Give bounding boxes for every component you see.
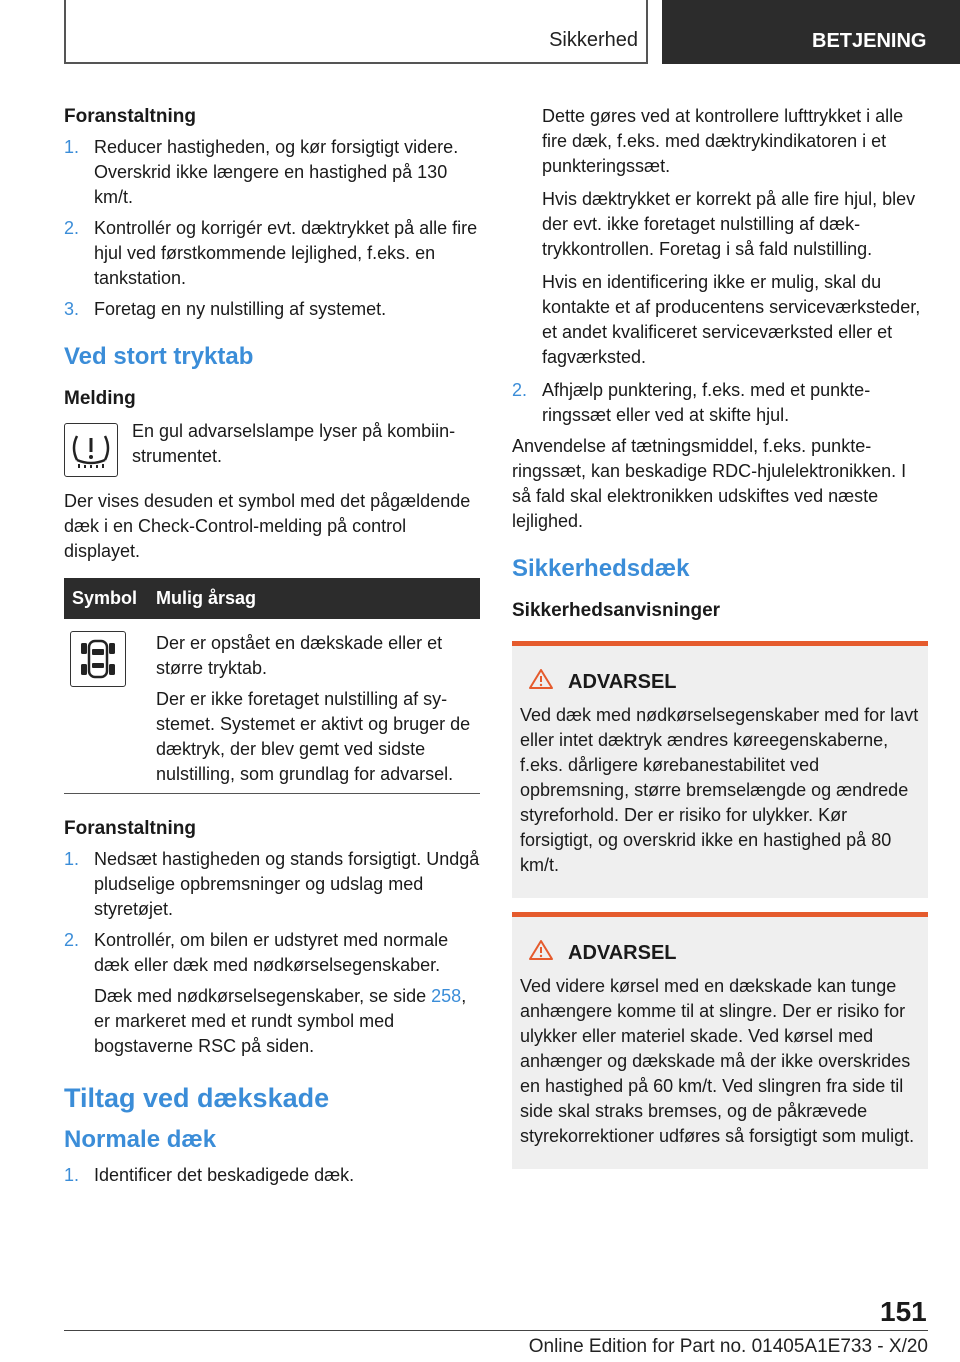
sub-text-before: Dæk med nødkørselsegenskaber, se side: [94, 986, 432, 1006]
footer-divider: [64, 1330, 928, 1331]
table-cell-symbol: [64, 619, 148, 794]
step-number: 1.: [64, 849, 80, 869]
step-number: 2.: [512, 380, 528, 400]
chapter-tab: BETJENING: [662, 0, 960, 64]
car-tire-damage-icon: [70, 631, 126, 687]
step-subparagraph: [94, 984, 480, 1059]
extra-text: Der vises desuden et symbol med det pågældende dæk i en Check-Control-melding på control displayet.: [64, 491, 471, 561]
header-section-box: [64, 0, 648, 64]
message-title: Melding: [64, 388, 136, 409]
message-text: En gul advarselslampe lyser på kombiinstrumentet.: [132, 421, 456, 466]
warning-triangle-icon: [528, 668, 554, 697]
measures-title-2: Foranstaltning: [64, 818, 196, 839]
heading-tire-damage: Tiltag ved dækskade: [64, 1083, 330, 1113]
symbol-table: [64, 578, 480, 794]
steps-list-right: [512, 378, 928, 428]
message-row: [64, 419, 480, 477]
step-text: Foretag en ny nulstilling af systemet.: [94, 299, 387, 319]
sub-text-after: , er markeret med et rundt symbol med bogstaverne RSC på siden.: [94, 986, 467, 1056]
list-item: [64, 216, 480, 291]
step-text: Identificer det beskadigede dæk.: [94, 1165, 355, 1185]
cause-text-1: Der er opstået en dækskade eller et større tryktab.: [156, 633, 443, 678]
warning-box-1: [512, 641, 928, 898]
heading-normal-tires: Normale dæk: [64, 1126, 217, 1153]
list-item: [64, 297, 480, 322]
page-link-258[interactable]: 258: [431, 986, 462, 1006]
list-item: [64, 847, 480, 922]
section-title: Sikkerhed: [549, 29, 638, 51]
heading-safety-tires: Sikkerhedsdæk: [512, 555, 690, 582]
steps-list-3: [64, 1163, 480, 1188]
continued-text-1: Dette gøres ved at kontrollere lufttrykket i alle fire dæk, f.eks. med dæktrykindikatoren i et punkteringssæt.: [542, 106, 904, 176]
step-text: Reducer hastigheden, og kør forsigtigt videre. Overskrid ikke længere en hastighed på 130 km/t.: [94, 137, 459, 207]
table-header-cause: Mulig årsag: [148, 578, 480, 619]
right-column: [512, 104, 928, 1183]
left-column: [64, 104, 480, 1194]
continued-step-1: [512, 104, 928, 370]
heading-large-pressure-loss: Ved stort tryktab: [64, 343, 254, 370]
warning-triangle-icon: [528, 939, 554, 968]
step-text: Afhjælp punktering, f.eks. med et punkteringssæt eller ved at skifte hjul.: [542, 380, 871, 425]
footer-edition: Online Edition for Part no. 01405A1E733 - X/20: [528, 1336, 928, 1357]
list-item: [64, 928, 480, 1059]
steps-list-2: [64, 847, 480, 1059]
list-item: [64, 1163, 480, 1188]
safety-notes-title: Sikkerhedsanvisninger: [512, 600, 721, 621]
page-number: 151: [880, 1296, 927, 1327]
cause-text-2: Der er ikke foretaget nulstilling af systemet. Systemet er aktivt og bruger de dæktryk, der blev gemt ved sidste nulstilling, som grundlag for advarsel.: [156, 689, 471, 784]
table-header-symbol: Symbol: [64, 578, 148, 619]
measures-title: Foranstaltning: [64, 106, 196, 127]
warning-box-2: [512, 912, 928, 1169]
step-number: 1.: [64, 137, 80, 157]
warning-title-1: [528, 668, 920, 697]
warning-label: ADVARSEL: [568, 671, 677, 693]
warning-text-1: Ved dæk med nødkørselsegenskaber med for lavt eller intet dæktryk ændres køreegenskaberne, f.eks. dårligere kørebanestabilitet ved opbremsning, større bremselængde og ændrede styreforhold. Der er risiko for ulykker. Kør forsigtigt, og overskrid ikke en hastighed på 80 km/t.: [520, 705, 919, 875]
step-number: 1.: [64, 1165, 80, 1185]
list-item: [64, 135, 480, 210]
list-item: [512, 378, 928, 428]
table-header-row: [64, 578, 480, 619]
tire-pressure-warning-icon: [64, 423, 118, 477]
warning-text-2: Ved videre kørsel med en dækskade kan tunge anhængere komme til at slingre. Der er risiko for ulykker eller materiel skade. Ved kørsel med anhænger og dækskade må der ikke overskrides en hastighed på 60 km/t. Ved slingren fra side til side skal straks bremses, og de påkrævede styrekorrektioner udføres så forsigtigt som muligt.: [520, 976, 915, 1146]
step-text: Nedsæt hastigheden og stands forsigtigt. Undgå pludselige opbremsninger og udslag med styretøjet.: [94, 849, 480, 919]
warning-title-2: [528, 939, 920, 968]
table-row: [64, 619, 480, 794]
continued-text-3: Hvis en identificering ikke er mulig, skal du kontakte et af producentens serviceværksteder, et andet kvalificeret serviceværksted eller et fagværksted.: [542, 272, 921, 367]
sealant-text: Anvendelse af tætningsmiddel, f.eks. punkteringssæt, kan beskadige RDC-hjulelektronikken. I så fald skal elektronikken udskiftes ved næste lejlighed.: [512, 436, 907, 531]
continued-text-2: Hvis dæktrykket er korrekt på alle fire hjul, blev der evt. ikke foretaget nulstilling af dæktrykkontrollen. Foretag i så fald nulstilling.: [542, 189, 916, 259]
step-text: Kontrollér og korrigér evt. dæktrykket på alle fire hjul ved førstkommende lejlighed, f.eks. en tankstation.: [94, 218, 478, 288]
step-number: 3.: [64, 299, 80, 319]
step-number: 2.: [64, 218, 80, 238]
table-cell-cause: [148, 619, 480, 794]
step-number: 2.: [64, 930, 80, 950]
step-text: Kontrollér, om bilen er udstyret med normale dæk eller dæk med nødkørselsegenskaber.: [94, 930, 449, 975]
warning-label: ADVARSEL: [568, 942, 677, 964]
steps-list: [64, 135, 480, 322]
